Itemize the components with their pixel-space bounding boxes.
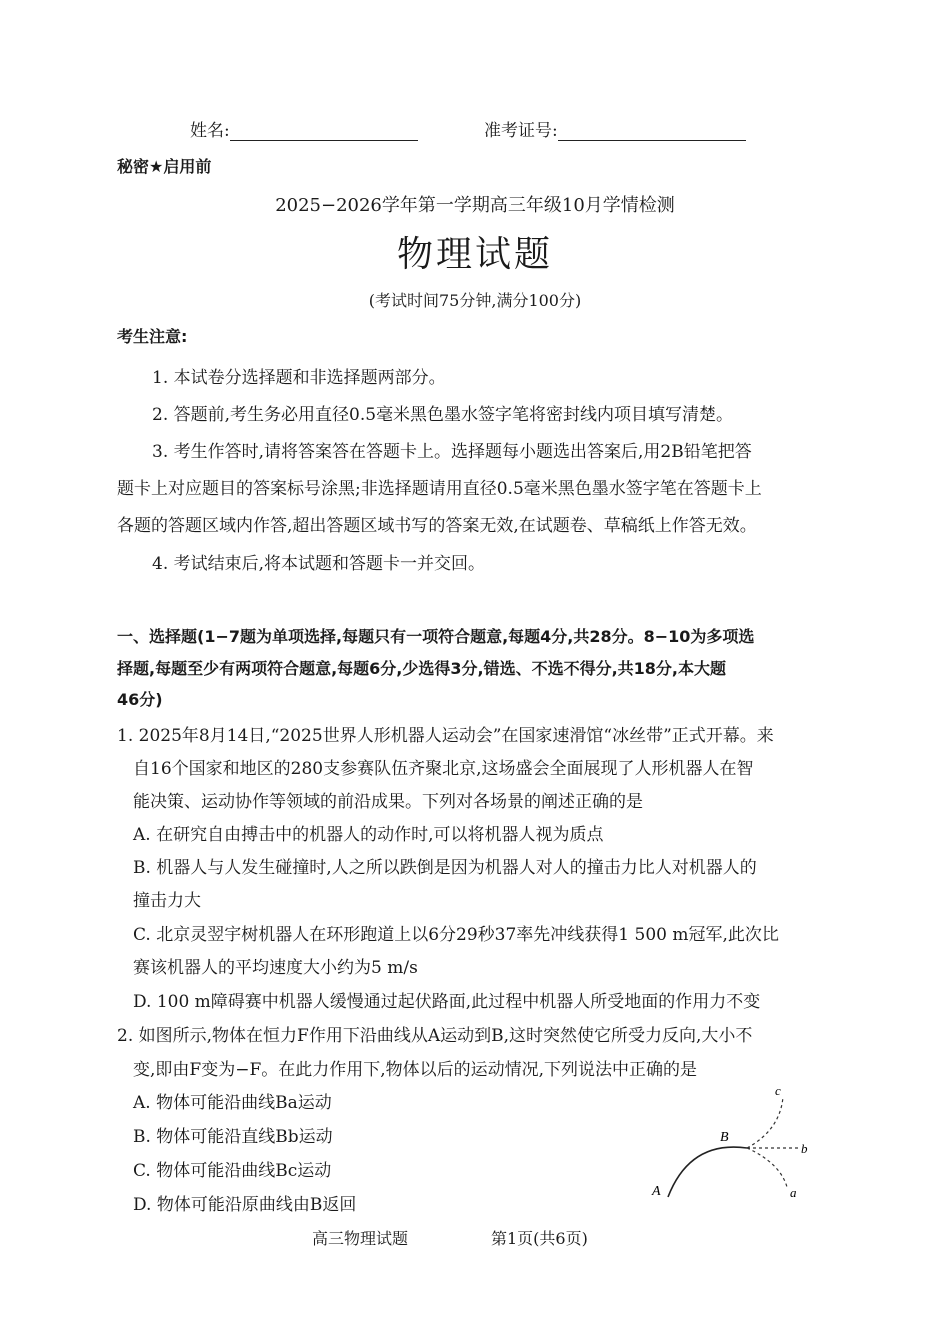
q2-option-b: B. 物体可能沿直线Bb运动 xyxy=(133,1127,333,1147)
notice-item-1: 1. 本试卷分选择题和非选择题两部分。 xyxy=(152,368,446,388)
q1-option-c-line-2: 赛该机器人的平均速度大小约为5 m/s xyxy=(133,958,418,978)
notice-item-3-line-2: 题卡上对应题目的答案标号涂黑;非选择题请用直径0.5毫米黑色墨水签字笔在答题卡上 xyxy=(117,479,762,499)
curve-label-a: a xyxy=(790,1185,797,1200)
q1-option-b-line-1: B. 机器人与人发生碰撞时,人之所以跌倒是因为机器人对人的撞击力比人对机器人的 xyxy=(133,858,757,878)
q1-option-b-line-2: 撞击力大 xyxy=(133,891,201,911)
notice-item-3-line-3: 各题的答题区域内作答,超出答题区域书写的答案无效,在试题卷、草稿纸上作答无效。 xyxy=(117,516,757,536)
page-title: 物理试题 xyxy=(396,234,553,275)
notice-item-3-line-1: 3. 考生作答时,请将答案答在答题卡上。选择题每小题选出答案后,用2B铅笔把答 xyxy=(152,442,752,462)
q1-option-d: D. 100 m障碍赛中机器人缓慢通过起伏路面,此过程中机器人所受地面的作用力不变 xyxy=(133,992,761,1012)
q1-stem-line-3: 能决策、运动协作等领域的前沿成果。下列对各场景的阐述正确的是 xyxy=(133,792,643,812)
notice-item-2: 2. 答题前,考生务必用直径0.5毫米黑色墨水签字笔将密封线内项目填写清楚。 xyxy=(152,405,734,425)
exam-id-label: 准考证号: xyxy=(484,121,558,141)
footer-page-number: 第1页(共6页) xyxy=(491,1229,588,1248)
exam-id-blank xyxy=(558,122,746,141)
name-blank xyxy=(230,122,418,141)
q2-option-a: A. 物体可能沿曲线Ba运动 xyxy=(133,1093,332,1113)
time-info: (考试时间75分钟,满分100分) xyxy=(368,291,582,310)
exam-id-field xyxy=(484,116,746,141)
q2-stem-line-2: 变,即由F变为−F。在此力作用下,物体以后的运动情况,下列说法中正确的是 xyxy=(133,1060,698,1080)
section-1-line-3: 46分) xyxy=(117,690,163,709)
notice-heading: 考生注意: xyxy=(117,327,188,346)
footer-subject: 高三物理试题 xyxy=(312,1229,409,1248)
secret-mark: 秘密★启用前 xyxy=(117,157,212,176)
point-label-a-upper: A xyxy=(652,1184,661,1199)
q1-stem-line-2: 自16个国家和地区的280支参赛队伍齐聚北京,这场盛会全面展现了人形机器人在智 xyxy=(133,759,754,779)
q1-option-c-line-1: C. 北京灵翌宇树机器人在环形跑道上以6分29秒37率先冲线获得1 500 m冠军,此次比 xyxy=(133,925,779,945)
section-1-line-2: 择题,每题至少有两项符合题意,每题6分,少选得3分,错选、不选不得分,共18分,本大题 xyxy=(117,659,727,678)
name-field xyxy=(190,116,418,141)
line-label-b: b xyxy=(801,1141,808,1156)
dashed-curve-bc xyxy=(747,1097,783,1148)
dashed-curve-ba xyxy=(747,1148,787,1187)
section-1-line-1: 一、选择题(1−7题为单项选择,每题只有一项符合题意,每题4分,共28分。8−10为多项选 xyxy=(117,627,755,646)
q2-trajectory-figure xyxy=(640,1085,820,1210)
curve-label-c: c xyxy=(775,1085,781,1098)
exam-name: 2025−2026学年第一学期高三年级10月学情检测 xyxy=(275,195,675,216)
q2-stem-line-1: 2. 如图所示,物体在恒力F作用下沿曲线从A运动到B,这时突然使它所受力反向,大小不 xyxy=(117,1026,753,1046)
name-label: 姓名: xyxy=(190,121,230,141)
trajectory-curve-ab xyxy=(668,1147,747,1197)
q2-option-c: C. 物体可能沿曲线Bc运动 xyxy=(133,1161,332,1181)
notice-item-4: 4. 考试结束后,将本试题和答题卡一并交回。 xyxy=(152,554,486,574)
point-label-b-upper: B xyxy=(720,1130,729,1145)
q2-option-d: D. 物体可能沿原曲线由B返回 xyxy=(133,1195,357,1215)
q1-stem-line-1: 1. 2025年8月14日,“2025世界人形机器人运动会”在国家速滑馆“冰丝带”正式开幕。来 xyxy=(117,726,774,746)
q1-option-a: A. 在研究自由搏击中的机器人的动作时,可以将机器人视为质点 xyxy=(133,825,604,845)
